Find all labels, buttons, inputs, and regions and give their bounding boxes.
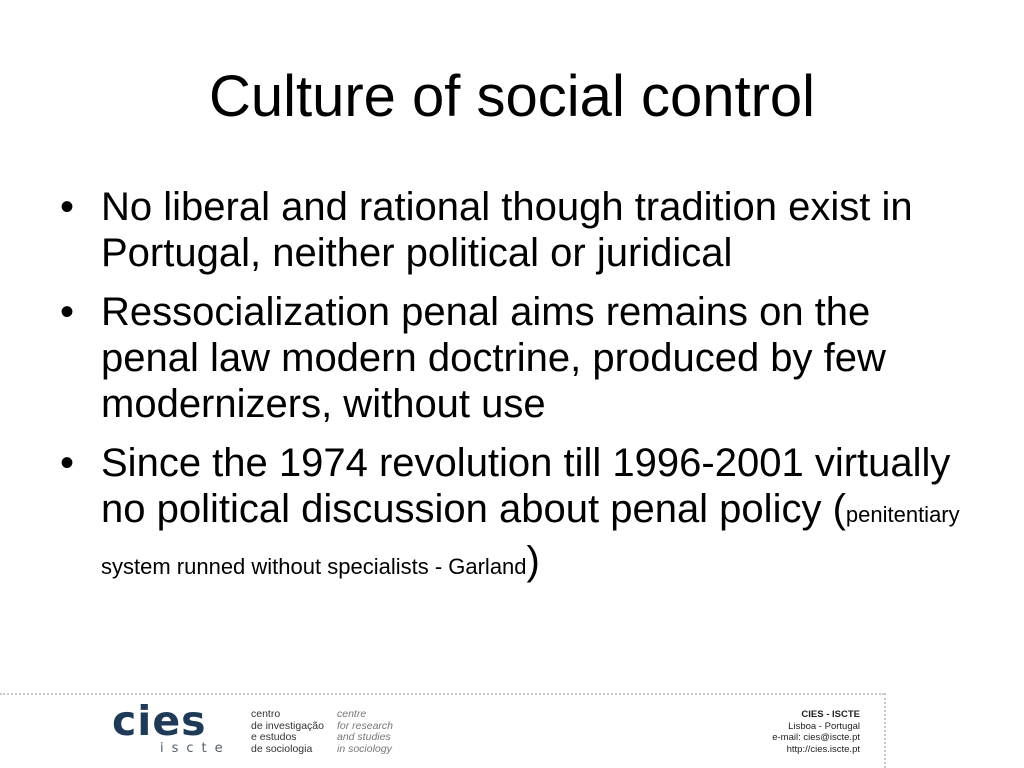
logo-wordmark: cies [112, 697, 207, 745]
institution-line: e estudos [251, 731, 297, 743]
institution-line: de sociologia [251, 742, 313, 755]
institution-line: centro [251, 708, 281, 720]
bullet-item [60, 440, 970, 590]
slide-title: Culture of social control [208, 64, 816, 129]
institution-line: in sociology [337, 742, 392, 755]
bullet-text: Ressocialization penal aims remains on the penal law modern doctrine, produced by few modernizers, without use [101, 290, 886, 426]
contact-email: e-mail: cies@iscte.pt [772, 732, 860, 743]
institution-line: and studies [337, 731, 391, 743]
bullet-text-closing: ) [526, 539, 540, 583]
institution-line: for research [337, 719, 394, 732]
contact-city: Lisboa - Portugal [788, 720, 860, 732]
bullet-list [60, 184, 970, 603]
footer [0, 697, 1024, 768]
contact-url: http://cies.iscte.pt [786, 743, 860, 755]
bullet-mark: • [60, 185, 75, 229]
contact-block [772, 709, 860, 755]
footer-divider [0, 693, 884, 695]
contact-name: CIES - ISCTE [801, 709, 860, 720]
institution-name-portuguese [251, 709, 324, 755]
bullet-item [60, 289, 970, 427]
cies-logo [112, 697, 236, 760]
bullet-text: No liberal and rational though tradition exist in Portugal, neither political or juridical [101, 185, 913, 275]
bullet-text: Since the 1974 revolution till 1996-2001 virtually no political discussion about penal policy ( [101, 441, 951, 531]
bullet-item [60, 184, 970, 276]
institution-name-english [337, 709, 393, 755]
bullet-mark: • [60, 290, 75, 334]
bullet-mark: • [60, 441, 75, 485]
institution-line: centre [337, 708, 367, 720]
logo-subtitle: iscte [160, 741, 231, 756]
bullet-footnote-text: penitentiary system runned without specialists - Garland [101, 502, 960, 579]
institution-line: de investigação [251, 719, 324, 732]
